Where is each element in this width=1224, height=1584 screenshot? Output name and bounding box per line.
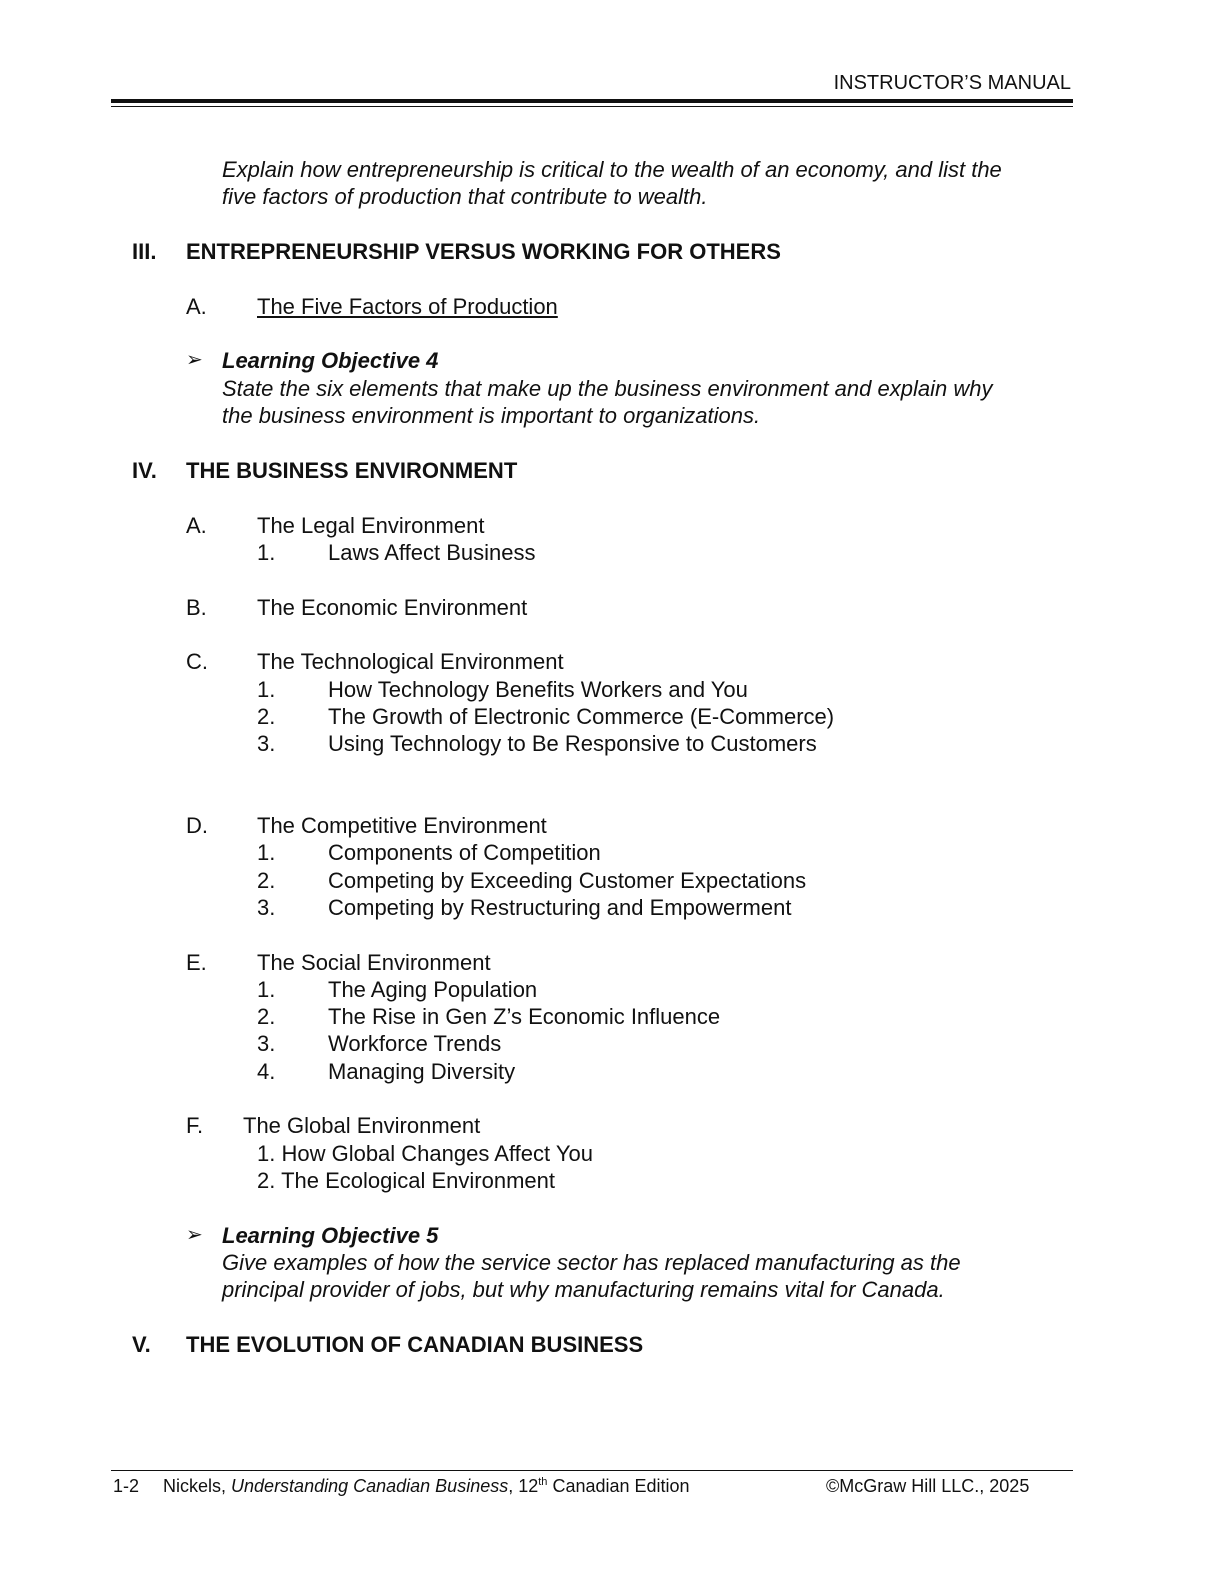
lo5-line-1: Give examples of how the service sector has replaced manufacturing as the xyxy=(222,1250,961,1275)
footer-citation xyxy=(163,1476,690,1497)
list-item: 2. The Ecological Environment xyxy=(257,1168,555,1193)
list-item-number: 2. xyxy=(257,868,276,893)
list-item-number: 4. xyxy=(257,1059,276,1084)
section4-b-letter: B. xyxy=(186,595,207,620)
section3-numeral: III. xyxy=(132,239,157,264)
section4-a-label: The Legal Environment xyxy=(257,513,485,538)
section3-title: ENTREPRENEURSHIP VERSUS WORKING FOR OTHERS xyxy=(186,239,781,264)
footer-edition-suffix: th xyxy=(538,1476,548,1488)
header-rule-thin xyxy=(111,106,1073,107)
list-item: Managing Diversity xyxy=(328,1059,516,1084)
section4-d-letter: D. xyxy=(186,813,208,838)
arrow-bullet-icon: ➢ xyxy=(186,349,203,371)
list-item-number: 2. xyxy=(257,704,276,729)
list-item: How Technology Benefits Workers and You xyxy=(328,677,748,702)
arrow-bullet-icon: ➢ xyxy=(186,1224,203,1246)
list-item-number: 1. xyxy=(257,840,276,865)
footer-copyright: ©McGraw Hill LLC., 2025 xyxy=(826,1476,1030,1496)
list-item: Competing by Exceeding Customer Expectations xyxy=(328,868,807,893)
section3-a-letter: A. xyxy=(186,294,207,319)
list-item: Competing by Restructuring and Empowerment xyxy=(328,895,792,920)
section4-f-letter: F. xyxy=(186,1113,204,1138)
section4-e-label: The Social Environment xyxy=(257,950,491,975)
section4-e-letter: E. xyxy=(186,950,207,975)
section4-a-letter: A. xyxy=(186,513,207,538)
list-item: The Aging Population xyxy=(328,977,538,1002)
lo5-title: Learning Objective 5 xyxy=(222,1223,439,1248)
list-item-number: 3. xyxy=(257,1031,276,1056)
footer-edition-rest: Canadian Edition xyxy=(547,1476,690,1496)
list-item-number: 1. xyxy=(257,540,276,565)
footer-rule xyxy=(111,1470,1073,1471)
list-item: Using Technology to Be Responsive to Customers xyxy=(328,731,817,756)
list-item-number: 3. xyxy=(257,731,276,756)
header-rule-thick xyxy=(111,99,1073,103)
footer-book-title: Understanding Canadian Business xyxy=(231,1476,509,1496)
lo4-line-2: the business environment is important to organizations. xyxy=(222,403,761,428)
section4-d-label: The Competitive Environment xyxy=(257,813,547,838)
list-item: Workforce Trends xyxy=(328,1031,502,1056)
section5-numeral: V. xyxy=(132,1332,151,1357)
header-title: INSTRUCTOR’S MANUAL xyxy=(833,72,1071,94)
lo4-line-1: State the six elements that make up the business environment and explain why xyxy=(222,376,993,401)
section4-c-label: The Technological Environment xyxy=(257,649,564,674)
section4-b-label: The Economic Environment xyxy=(257,595,528,620)
list-item: 1. How Global Changes Affect You xyxy=(257,1141,593,1166)
section3-a-label: The Five Factors of Production xyxy=(257,294,558,319)
list-item-number: 2. xyxy=(257,1004,276,1029)
list-item-number: 1. xyxy=(257,677,276,702)
section5-title: THE EVOLUTION OF CANADIAN BUSINESS xyxy=(186,1332,644,1357)
list-item-number: 1. xyxy=(257,977,276,1002)
footer-page-number: 1-2 xyxy=(113,1476,140,1496)
section4-title: THE BUSINESS ENVIRONMENT xyxy=(186,458,518,483)
footer-author: Nickels, xyxy=(163,1476,227,1496)
intro-line-1: Explain how entrepreneurship is critical to the wealth of an economy, and list the xyxy=(222,157,1002,182)
lo5-line-2: principal provider of jobs, but why manufacturing remains vital for Canada. xyxy=(222,1277,945,1302)
list-item: The Growth of Electronic Commerce (E-Commerce) xyxy=(328,704,835,729)
section4-c-letter: C. xyxy=(186,649,208,674)
section4-f-label: The Global Environment xyxy=(243,1113,481,1138)
list-item: Laws Affect Business xyxy=(328,540,536,565)
lo4-title: Learning Objective 4 xyxy=(222,348,439,373)
intro-line-2: five factors of production that contribute to wealth. xyxy=(222,184,708,209)
list-item: The Rise in Gen Z’s Economic Influence xyxy=(328,1004,721,1029)
list-item: Components of Competition xyxy=(328,840,601,865)
footer-edition-number: , 12 xyxy=(508,1476,539,1496)
list-item-number: 3. xyxy=(257,895,276,920)
section4-numeral: IV. xyxy=(132,458,157,483)
